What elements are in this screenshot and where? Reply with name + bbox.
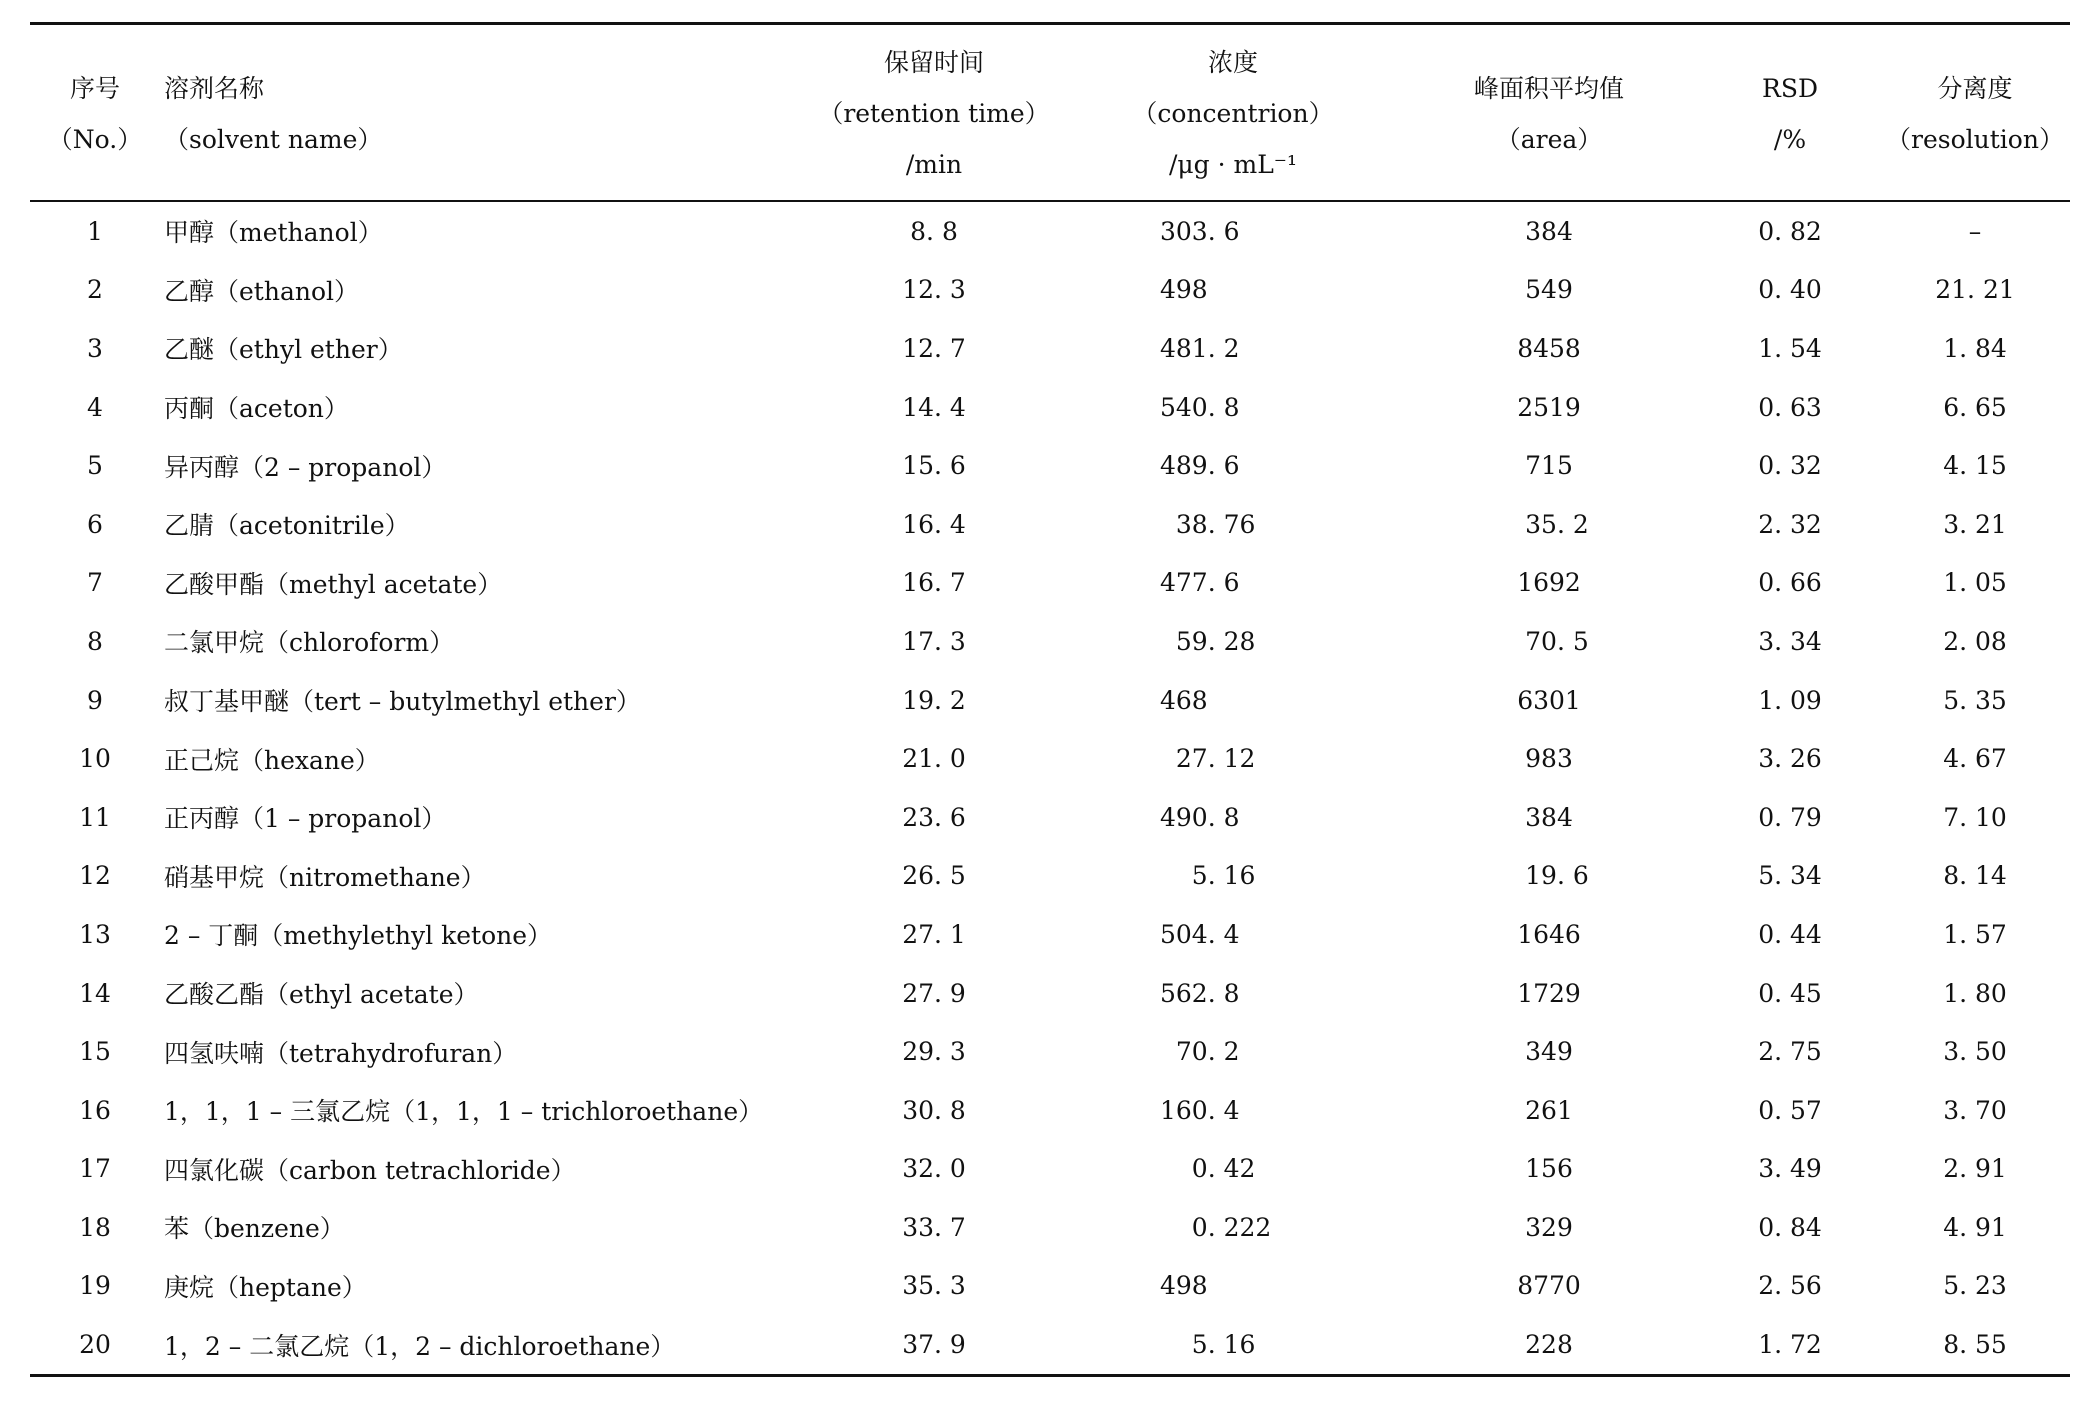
cell-retention-time: 16. 7 [902,568,966,598]
table-row [30,729,2070,788]
table-row [30,1257,2070,1316]
cell-no: 3 [87,333,103,363]
cell-resolution: 3. 21 [1943,509,2007,539]
table-row [30,261,2070,320]
cell-area: 1646 [1517,919,1581,949]
cell-concentration: 27. 12 [1160,744,1256,774]
cell-retention-time: 33. 7 [902,1212,966,1242]
cell-resolution: 8. 55 [1943,1330,2007,1360]
cell-solvent-name: 乙腈（acetonitrile） [164,511,410,541]
cell-retention-time: 27. 9 [902,978,966,1008]
cell-solvent-name: 异丙醇（2 – propanol） [164,452,447,482]
cell-no: 4 [87,392,103,422]
cell-resolution: 4. 91 [1943,1212,2007,1242]
cell-solvent-name: 甲醇（methanol） [164,218,383,248]
cell-resolution: 3. 50 [1943,1037,2007,1067]
cell-rsd: 1. 54 [1758,333,1822,363]
cell-no: 19 [79,1271,111,1301]
cell-resolution: 5. 23 [1943,1271,2007,1301]
cell-rsd: 2. 75 [1758,1037,1822,1067]
cell-retention-time: 12. 3 [902,275,966,305]
cell-no: 16 [79,1095,111,1125]
cell-concentration: 562. 8 [1160,978,1240,1008]
cell-rsd: 0. 45 [1758,978,1822,1008]
cell-no: 6 [87,509,103,539]
cell-rsd: 0. 79 [1758,802,1822,832]
cell-area: 261 [1525,1095,1573,1125]
cell-area: 8458 [1517,333,1581,363]
cell-solvent-name: 苯（benzene） [164,1214,345,1244]
cell-solvent-name: 硝基甲烷（nitromethane） [164,862,486,892]
cell-retention-time: 16. 4 [902,509,966,539]
cell-area: 349 [1525,1037,1573,1067]
cell-solvent-name: 乙酸甲酯（methyl acetate） [164,569,503,599]
cell-concentration: 303. 6 [1160,216,1240,246]
table-row [30,905,2070,964]
table-row [30,671,2070,730]
cell-concentration: 160. 4 [1160,1095,1240,1125]
cell-solvent-name: 叔丁基甲醚（tert – butylmethyl ether） [164,687,641,717]
cell-area: 35. 2 [1509,509,1589,539]
cell-resolution: 2. 91 [1943,1154,2007,1184]
cell-concentration: 540. 8 [1160,392,1240,422]
cell-area: 2519 [1517,392,1581,422]
cell-rsd: 2. 56 [1758,1271,1822,1301]
table-row [30,319,2070,378]
cell-rsd: 3. 34 [1758,626,1822,656]
cell-concentration: 0. 222 [1160,1212,1272,1242]
cell-area: 228 [1525,1330,1573,1360]
cell-no: 12 [79,861,111,891]
header-area: 峰面积平均值 （area） [1473,73,1624,154]
cell-no: 17 [79,1154,111,1184]
table-row [30,1198,2070,1257]
cell-resolution: 1. 05 [1943,568,2007,598]
cell-area: 983 [1525,744,1573,774]
cell-concentration: 70. 2 [1160,1037,1240,1067]
cell-concentration: 498 [1160,275,1208,305]
table-row [30,554,2070,613]
cell-resolution: 21. 21 [1935,275,2015,305]
cell-no: 14 [79,978,111,1008]
cell-no: 2 [87,275,103,305]
cell-resolution: 1. 80 [1943,978,2007,1008]
header-retention-time: 保留时间 （retention time） /min [818,48,1050,179]
cell-concentration: 481. 2 [1160,333,1240,363]
cell-area: 715 [1525,451,1573,481]
cell-resolution: 5. 35 [1943,685,2007,715]
cell-rsd: 0. 82 [1758,216,1822,246]
table-row [30,612,2070,671]
cell-retention-time: 29. 3 [902,1037,966,1067]
table-row [30,201,2070,261]
table-row [30,378,2070,437]
table-body [30,201,2070,1375]
cell-solvent-name: 丙酮（aceton） [164,394,349,424]
cell-retention-time: 37. 9 [902,1330,966,1360]
cell-rsd: 0. 63 [1758,392,1822,422]
cell-retention-time: 26. 5 [902,861,966,891]
cell-no: 11 [79,802,111,832]
cell-solvent-name: 正己烷（hexane） [164,745,380,775]
table-row [30,1022,2070,1081]
table-row [30,788,2070,847]
cell-area: 6301 [1517,685,1581,715]
cell-rsd: 0. 57 [1758,1095,1822,1125]
cell-concentration: 5. 16 [1160,861,1256,891]
cell-resolution: 7. 10 [1943,802,2007,832]
cell-concentration: 59. 28 [1160,626,1256,656]
cell-concentration: 477. 6 [1160,568,1240,598]
cell-resolution: 8. 14 [1943,861,2007,891]
cell-retention-time: 27. 1 [902,919,966,949]
header-solvent-name: 溶剂名称 （solvent name） [164,73,383,154]
cell-rsd: 0. 66 [1758,568,1822,598]
cell-area: 329 [1525,1212,1573,1242]
cell-area: 8770 [1517,1271,1581,1301]
cell-solvent-name: 乙醚（ethyl ether） [164,335,403,365]
cell-area: 156 [1525,1154,1573,1184]
cell-retention-time: 30. 8 [902,1095,966,1125]
cell-solvent-name: 四氢呋喃（tetrahydrofuran） [164,1038,518,1068]
cell-resolution: 2. 08 [1943,626,2007,656]
cell-no: 20 [79,1330,111,1360]
header-rsd: RSD /% [1762,73,1818,154]
cell-no: 15 [79,1037,111,1067]
cell-solvent-name: 二氯甲烷（chloroform） [164,628,455,658]
cell-rsd: 0. 40 [1758,275,1822,305]
cell-concentration: 468 [1160,685,1208,715]
cell-rsd: 2. 32 [1758,509,1822,539]
cell-area: 384 [1525,216,1573,246]
table-header [30,24,2070,202]
cell-no: 5 [87,451,103,481]
cell-solvent-name: 1，1，1 – 三氯乙烷（1，1，1 – trichloroethane） [164,1097,764,1127]
table-row [30,1081,2070,1140]
cell-concentration: 489. 6 [1160,451,1240,481]
cell-retention-time: 14. 4 [902,392,966,422]
cell-rsd: 1. 09 [1758,685,1822,715]
cell-area: 384 [1525,802,1573,832]
table-row [30,1140,2070,1199]
cell-no: 13 [79,919,111,949]
cell-concentration: 490. 8 [1160,802,1240,832]
cell-resolution: 1. 84 [1943,333,2007,363]
cell-area: 19. 6 [1509,861,1589,891]
cell-retention-time: 21. 0 [902,744,966,774]
cell-concentration: 0. 42 [1160,1154,1256,1184]
solvent-data-table [30,22,2070,1377]
table-row [30,847,2070,906]
cell-concentration: 498 [1160,1271,1208,1301]
header-resolution: 分离度 （resolution） [1886,73,2064,154]
cell-area: 1729 [1517,978,1581,1008]
cell-retention-time: 17. 3 [902,626,966,656]
cell-no: 9 [87,685,103,715]
cell-rsd: 3. 26 [1758,744,1822,774]
header-row [30,24,2070,202]
cell-solvent-name: 正丙醇（1 – propanol） [164,804,447,834]
cell-no: 1 [87,216,103,246]
cell-area: 549 [1525,275,1573,305]
cell-retention-time: 35. 3 [902,1271,966,1301]
cell-rsd: 0. 44 [1758,919,1822,949]
cell-solvent-name: 1，2 – 二氯乙烷（1，2 – dichloroethane） [164,1331,676,1361]
cell-rsd: 0. 84 [1758,1212,1822,1242]
cell-rsd: 3. 49 [1758,1154,1822,1184]
cell-solvent-name: 四氯化碳（carbon tetrachloride） [164,1155,576,1185]
header-no: 序号 （No.） [47,73,143,154]
cell-concentration: 38. 76 [1160,509,1256,539]
cell-resolution: 4. 15 [1943,451,2007,481]
cell-area: 1692 [1517,568,1581,598]
cell-concentration: 5. 16 [1160,1330,1256,1360]
cell-area: 70. 5 [1509,626,1589,656]
cell-no: 10 [79,744,111,774]
cell-resolution: 3. 70 [1943,1095,2007,1125]
cell-rsd: 5. 34 [1758,861,1822,891]
cell-solvent-name: 2 – 丁酮（methylethyl ketone） [164,921,553,951]
table-row [30,964,2070,1023]
table-row [30,1315,2070,1375]
cell-no: 8 [87,626,103,656]
cell-rsd: 0. 32 [1758,451,1822,481]
cell-solvent-name: 乙醇（ethanol） [164,276,359,306]
cell-retention-time: 19. 2 [902,685,966,715]
cell-rsd: 1. 72 [1758,1330,1822,1360]
cell-solvent-name: 庚烷（heptane） [164,1272,367,1302]
cell-resolution: 6. 65 [1943,392,2007,422]
header-concentration: 浓度 （concentrion） /μg · mL⁻¹ [1132,48,1334,179]
cell-resolution: 4. 67 [1943,744,2007,774]
cell-retention-time: 23. 6 [902,802,966,832]
cell-retention-time: 8. 8 [910,216,958,246]
cell-no: 7 [87,568,103,598]
cell-resolution: – [1968,216,1982,246]
cell-solvent-name: 乙酸乙酯（ethyl acetate） [164,980,479,1010]
cell-resolution: 1. 57 [1943,919,2007,949]
cell-retention-time: 15. 6 [902,451,966,481]
table-row [30,495,2070,554]
cell-retention-time: 32. 0 [902,1154,966,1184]
cell-no: 18 [79,1212,111,1242]
table-row [30,436,2070,495]
cell-concentration: 504. 4 [1160,919,1240,949]
cell-retention-time: 12. 7 [902,333,966,363]
